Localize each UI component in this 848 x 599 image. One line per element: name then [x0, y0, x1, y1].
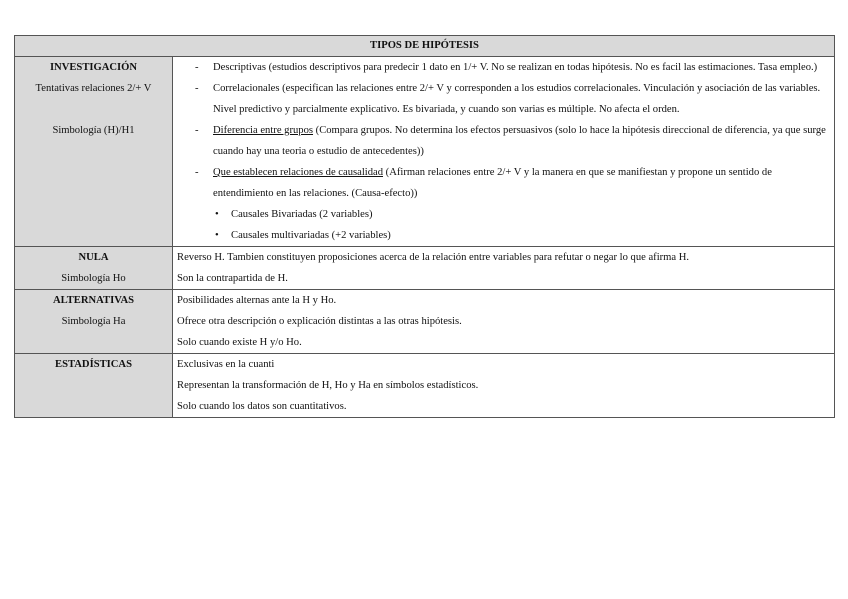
alternativas-label-cell — [15, 290, 173, 354]
bullet-item — [177, 225, 830, 246]
text-line: Posibilidades alternas ante la H y Ho. — [177, 295, 337, 306]
text-line: Representan la transformación de H, Ho y Ha en símbolos estadísticos. — [177, 380, 479, 391]
investigacion-heading: INVESTIGACIÓN — [49, 62, 138, 73]
row-investigacion — [15, 57, 835, 247]
row-alternativas — [15, 290, 835, 354]
bullet-icon: • — [215, 209, 219, 220]
estadisticas-content-cell — [173, 354, 835, 418]
text-line: Exclusivas en la cuanti — [177, 359, 275, 370]
text-line: Ofrece otra descripción o explicación distintas a las otras hipótesis. — [177, 316, 462, 327]
table-header-row — [15, 36, 835, 57]
text-line: Solo cuando los datos son cuantitativos. — [177, 401, 347, 412]
nula-label-cell — [15, 247, 173, 290]
bullet-icon: • — [215, 230, 219, 241]
alternativas-heading: ALTERNATIVAS — [52, 295, 135, 306]
text-line: Son la contrapartida de H. — [177, 273, 288, 284]
nula-content-cell — [173, 247, 835, 290]
estadisticas-heading: ESTADÍSTICAS — [55, 359, 132, 370]
investigacion-symbol: Simbología (H)/H1 — [52, 125, 135, 136]
item-underlined: Que establecen relaciones de causalidad — [213, 167, 384, 178]
list-item: - Diferencia entre grupos (Compara grupos. No determina los efectos persuasivos (solo lo hace la hipótesis direccional de diferencia, ya que surge cuando hay una teoria o estudio de antecedentes)) — [195, 125, 826, 157]
alternativas-content-cell — [173, 290, 835, 354]
row-estadisticas — [15, 354, 835, 418]
item-text: (Compara grupos. No determina los efectos persuasivos (solo lo hace la hipótesis direccional de diferencia, ya que surge cuando hay una teoria o estudio de antecedentes)) — [213, 125, 826, 157]
investigacion-content-cell — [173, 57, 835, 247]
list-item: - Correlacionales (especifican las relaciones entre 2/+ V y corresponden a los estudios correlacionales. Vinculación y asociación de las variables. Nivel predictivo y parcialmente explicativo. Es bivariada, y cuando son varias es múltiple. No afecta el orden. — [195, 83, 821, 115]
investigacion-label-cell — [15, 57, 173, 247]
item-underlined: Diferencia entre grupos — [213, 125, 314, 136]
list-item: - Que establecen relaciones de causalidad (Afirman relaciones entre 2/+ V y la manera en que se manifiestan y propone un sentido de entendimiento en las relaciones. (Causa-efecto)) — [195, 167, 772, 199]
row-nula — [15, 247, 835, 290]
item-text: (Afirman relaciones entre 2/+ V y la manera en que se manifiestan y propone un sentido de entendimiento en las relaciones. (Causa-efecto)) — [213, 167, 772, 199]
item-text: Descriptivas (estudios descriptivos para predecir 1 dato en 1/+ V. No se realizan en todas hipótesis. No es facil las estimaciones. Tasa empleo.) — [213, 62, 818, 73]
nula-symbol: Simbología Ho — [61, 273, 126, 284]
text-line: Reverso H. Tambien constituyen proposiciones acerca de la relación entre variables para refutar o negar lo que afirma H. — [177, 252, 690, 263]
hypothesis-types-table — [14, 35, 835, 418]
text-line: Solo cuando existe H y/o Ho. — [177, 337, 302, 348]
bullet-text: Causales multivariadas (+2 variables) — [231, 230, 391, 241]
bullet-item — [177, 204, 830, 225]
nula-heading: NULA — [78, 252, 109, 263]
table-title: TIPOS DE HIPÓTESIS — [15, 36, 835, 57]
estadisticas-label-cell — [15, 354, 173, 418]
alternativas-symbol: Simbología Ha — [61, 316, 126, 327]
item-text: Correlacionales (especifican las relaciones entre 2/+ V y corresponden a los estudios correlacionales. Vinculación y asociación de las variables. Nivel predictivo y parcialmente explicativo. Es bivariada, y cuando son varias es múltiple. No afecta el orden. — [213, 83, 821, 115]
list-item: - Descriptivas (estudios descriptivos para predecir 1 dato en 1/+ V. No se realizan en todas hipótesis. No es facil las estimaciones. Tasa empleo.) — [195, 62, 818, 73]
investigacion-subtitle: Tentativas relaciones 2/+ V — [35, 83, 152, 94]
bullet-text: Causales Bivariadas (2 variables) — [231, 209, 373, 220]
